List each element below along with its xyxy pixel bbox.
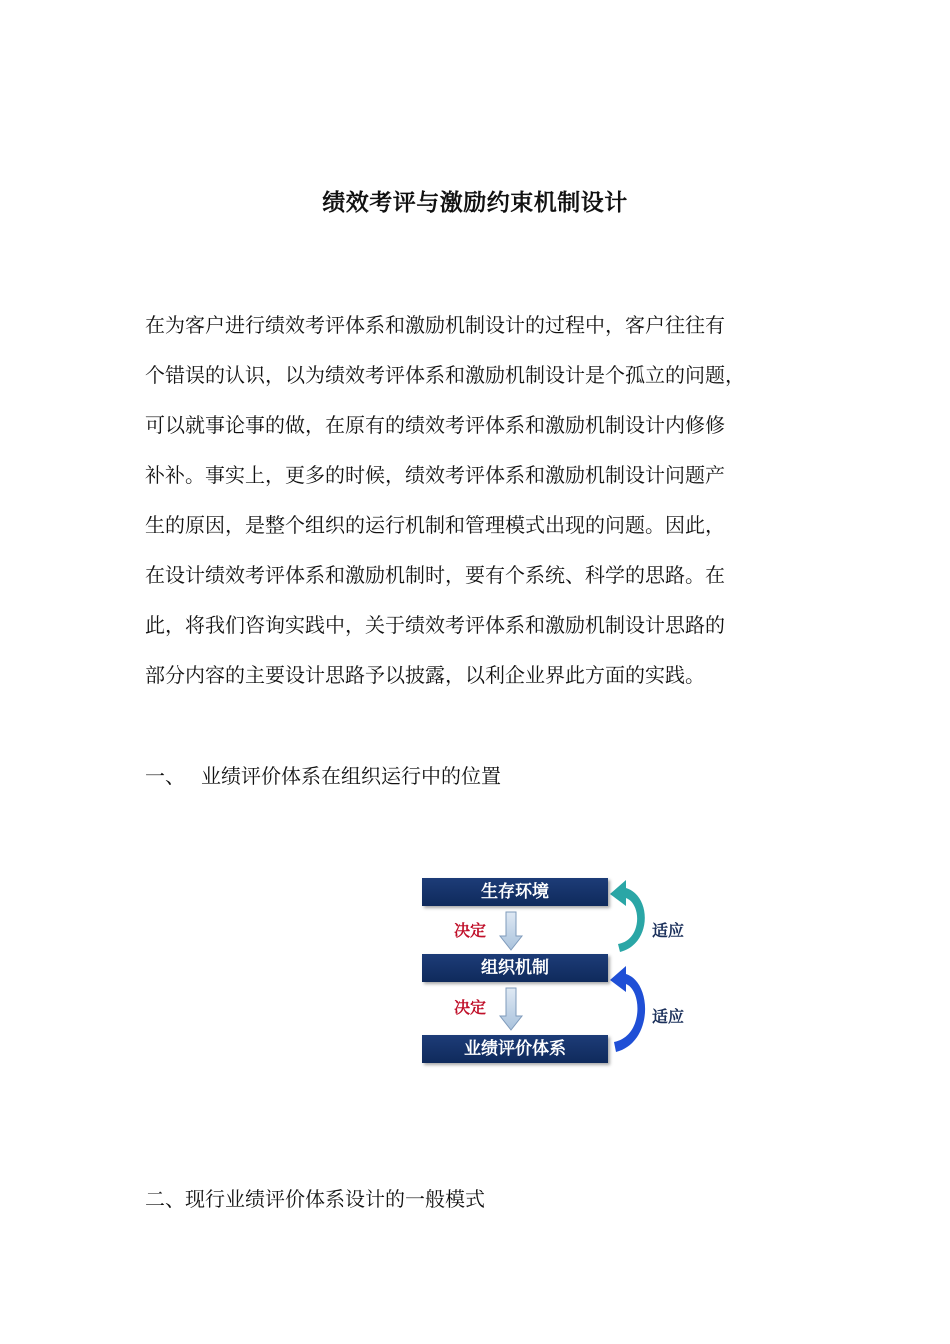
section-number: 一、 — [145, 764, 185, 788]
adapt-label: 适应 — [652, 921, 685, 940]
section-number: 二、 — [145, 1187, 185, 1211]
curved-arrow-teal-icon — [610, 880, 645, 952]
paragraph-line: 生的原因，是整个组织的运行机制和管理模式出现的问题。因此， — [145, 513, 725, 537]
diagram-box-environment: 生存环境 — [422, 878, 608, 906]
section-heading-1 — [145, 760, 501, 789]
decide-label: 决定 — [454, 998, 487, 1017]
diagram-box-mechanism: 组织机制 — [422, 954, 608, 982]
adapt-label: 适应 — [652, 1007, 685, 1026]
org-position-diagram — [420, 870, 710, 1070]
section-heading-2 — [145, 1183, 485, 1212]
paragraph-line: 个错误的认识，以为绩效考评体系和激励机制设计是个孤立的问题， — [145, 363, 745, 387]
down-arrow-icon — [500, 988, 522, 1030]
diagram-box-evaluation: 业绩评价体系 — [422, 1035, 608, 1063]
paragraph-line: 此，将我们咨询实践中，关于绩效考评体系和激励机制设计思路的 — [145, 613, 725, 637]
paragraph-line: 可以就事论事的做，在原有的绩效考评体系和激励机制设计内修修 — [145, 413, 725, 437]
curved-arrow-blue-icon — [610, 966, 645, 1052]
paragraph-line: 补补。事实上，更多的时候，绩效考评体系和激励机制设计问题产 — [145, 463, 725, 487]
paragraph-line: 在设计绩效考评体系和激励机制时，要有个系统、科学的思路。在 — [145, 563, 725, 587]
down-arrow-icon — [500, 912, 522, 950]
section-title: 业绩评价体系在组织运行中的位置 — [201, 764, 501, 788]
paragraph-line: 在为客户进行绩效考评体系和激励机制设计的过程中，客户往往有 — [145, 313, 725, 337]
decide-label: 决定 — [454, 921, 487, 940]
intro-paragraph — [145, 308, 825, 708]
section-title: 现行业绩评价体系设计的一般模式 — [185, 1187, 485, 1211]
paragraph-line: 部分内容的主要设计思路予以披露，以利企业界此方面的实践。 — [145, 663, 705, 687]
document-title: 绩效考评与激励约束机制设计 — [322, 190, 628, 216]
